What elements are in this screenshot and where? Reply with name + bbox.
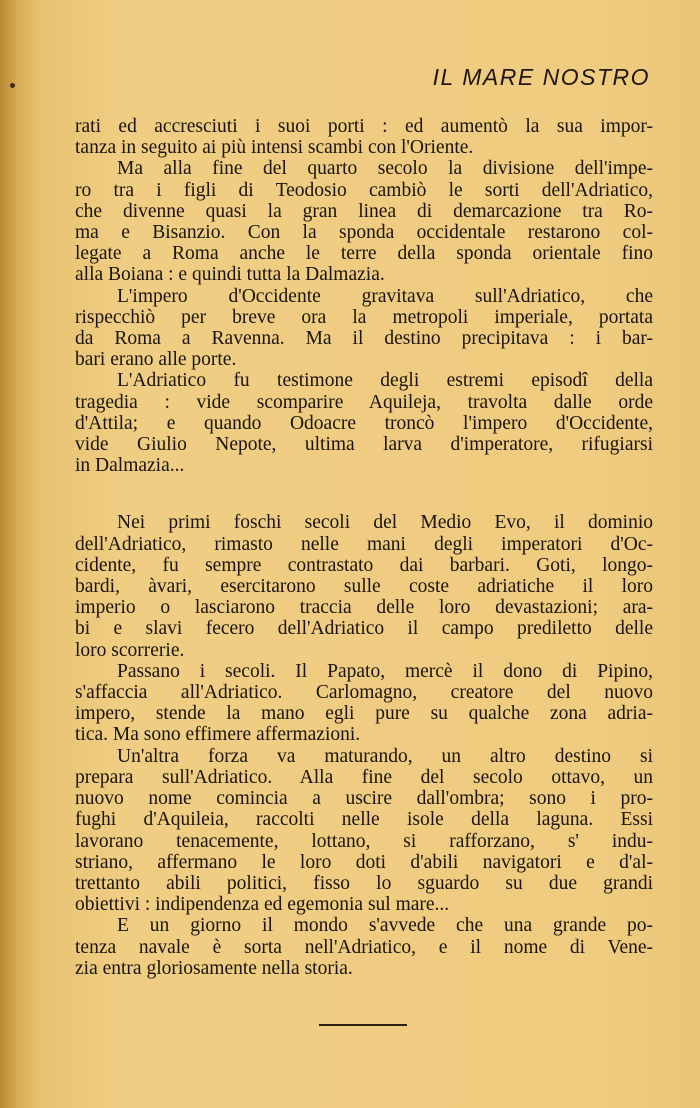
paragraph-2 (75, 158, 653, 285)
text-line: tanza in seguito ai più intensi scambi con l'Oriente. (75, 137, 474, 159)
ink-speck (10, 83, 15, 88)
text-line: ma e Bisanzio. Con la sponda occidentale restarono col- (75, 222, 653, 244)
body-text (75, 116, 653, 979)
text-line: Ma alla fine del quarto secolo la divisione dell'impe- (117, 158, 653, 180)
paragraph-8 (75, 915, 653, 979)
text-line: striano, affermano le loro doti d'abili navigatori e d'al- (75, 851, 653, 873)
text-line: d'Attila; e quando Odoacre troncò l'impero d'Occidente, (75, 412, 653, 434)
running-header: IL MARE NOSTRO (432, 64, 650, 90)
paragraph-5 (75, 512, 653, 660)
text-line: che divenne quasi la gran linea di demarcazione tra Ro- (75, 200, 653, 222)
text-line: tenza navale è sorta nell'Adriatico, e il nome di Vene- (75, 936, 653, 958)
paragraph-6 (75, 661, 653, 746)
text-line: zia entra gloriosamente nella storia. (75, 957, 353, 979)
text-line: in Dalmazia... (75, 455, 185, 477)
text-line: tica. Ma sono effimere affermazioni. (75, 724, 361, 746)
text-line: bardi, àvari, esercitarono sulle coste adriatiche il loro (75, 576, 653, 598)
paragraph-4 (75, 370, 653, 476)
text-line: da Roma a Ravenna. Ma il destino precipitava : i bar- (75, 328, 653, 350)
text-line: alla Boiana : e quindi tutta la Dalmazia. (75, 264, 385, 286)
text-line: L'impero d'Occidente gravitava sull'Adriatico, che (117, 285, 653, 307)
paragraph-3 (75, 286, 653, 371)
text-line: s'affaccia all'Adriatico. Carlomagno, creatore del nuovo (75, 682, 653, 704)
text-line: impero, stende la mano egli pure su qualche zona adria- (75, 703, 653, 725)
text-line: dell'Adriatico, rimasto nelle mani degli imperatori d'Oc- (75, 533, 653, 555)
paragraph-1 (75, 116, 653, 158)
text-line: imperio o lasciarono traccia delle loro devastazioni; ara- (75, 597, 653, 619)
text-line: cidente, fu sempre contrastato dai barbari. Goti, longo- (75, 554, 653, 576)
text-line: tragedia : vide scomparire Aquileja, travolta dalle orde (75, 391, 653, 413)
text-line: trettanto abili politici, fisso lo sguardo su due grandi (75, 872, 653, 894)
text-line: prepara sull'Adriatico. Alla fine del secolo ottavo, un (75, 766, 653, 788)
text-line: obiettivi : indipendenza ed egemonia sul mare... (75, 894, 450, 916)
text-line: fughi d'Aquileia, raccolti nelle isole della laguna. Essi (75, 809, 653, 831)
paragraph-7 (75, 746, 653, 916)
text-line: loro scorrerie. (75, 639, 185, 661)
text-line: bari erano alle porte. (75, 349, 237, 371)
text-line: Un'altra forza va maturando, un altro destino si (117, 745, 653, 767)
text-line: E un giorno il mondo s'avvede che una grande po- (117, 915, 653, 937)
text-line: L'Adriatico fu testimone degli estremi episodî della (117, 370, 653, 392)
text-line: rati ed accresciuti i suoi porti : ed aumentò la sua impor- (75, 116, 653, 137)
text-line: Passano i secoli. Il Papato, mercè il dono di Pipino, (117, 660, 653, 682)
text-line: ro tra i figli di Teodosio cambiò le sorti dell'Adriatico, (75, 179, 653, 201)
text-line: vide Giulio Nepote, ultima larva d'imperatore, rifugiarsi (75, 434, 653, 456)
text-line: legate a Roma anche le terre della sponda orientale fino (75, 243, 653, 265)
text-line: lavorano tenacemente, lottano, si rafforzano, s' indu- (75, 830, 653, 852)
section-break (75, 476, 653, 512)
text-line: bi e slavi fecero dell'Adriatico il campo prediletto delle (75, 618, 653, 640)
text-line: rispecchiò per breve ora la metropoli imperiale, portata (75, 306, 653, 328)
text-line: nuovo nome comincia a uscire dall'ombra; sono i pro- (75, 788, 653, 810)
text-line: Nei primi foschi secoli del Medio Evo, il dominio (117, 512, 653, 534)
closing-rule (319, 1024, 407, 1026)
